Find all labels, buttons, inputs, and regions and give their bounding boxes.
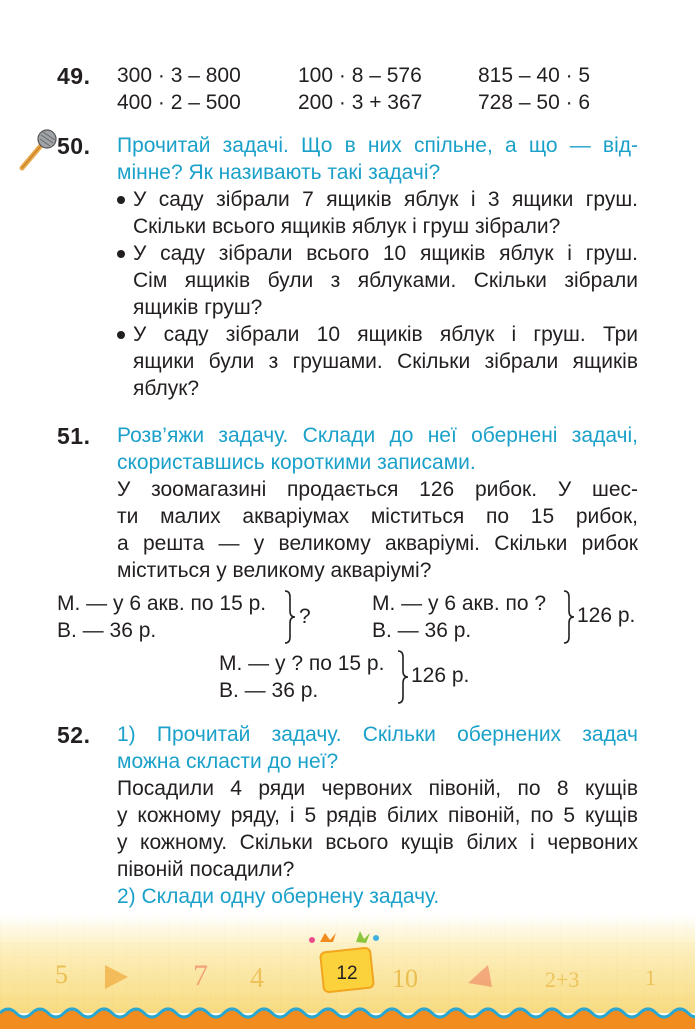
ex50-item-1-line: У саду зібрали 7 ящиків яблук і 3 ящики груш. [133, 188, 638, 211]
footer-deco-digit: 7 [193, 959, 208, 992]
ex49-expr: 400 · 2 – 500 [117, 91, 241, 114]
ex51-text-line: а решта — у великому акваріумі. Скільки рибок [117, 532, 638, 555]
ex51-text-line: міститься у великому акваріумі? [117, 559, 432, 582]
ex50-item-3-line: яблук? [133, 377, 200, 400]
ex51-task-line: скориставшись короткими записами. [117, 451, 476, 474]
ex51-text-line: ти малих акваріумах міститься по 15 рибок, [117, 505, 638, 528]
note-2-result: 126 р. [577, 604, 636, 627]
footer-deco-digit: 10 [392, 964, 418, 993]
ex50-item-2-line: У саду зібрали всього 10 ящиків яблук і груш. [133, 242, 638, 265]
page-number: 12 [336, 963, 358, 984]
ex50-task-line: Прочитай задачі. Що в них спільне, а що — від- [117, 134, 638, 157]
page-footer [0, 915, 695, 1029]
note-2-m: М. — у 6 акв. по ? [372, 592, 547, 615]
ex52-task-line: 1) Прочитай задачу. Скільки обернених задач [117, 723, 638, 746]
ex49-expr: 100 · 8 – 576 [298, 64, 422, 87]
ex50-item-2-line: Сім ящиків були з яблуками. Скільки зібрали [133, 269, 638, 292]
ex50-item-3-line: ящики були з грушами. Скільки зібрали ящиків [133, 350, 638, 373]
note-3-v: В. — 36 р. [219, 679, 319, 702]
right-brace-icon [562, 589, 576, 645]
ex49-expr: 300 · 3 – 800 [117, 64, 241, 87]
ex49-expr: 200 · 3 + 367 [298, 91, 423, 114]
ex51-text-line: У зоомагазині продається 126 рибок. У шес- [117, 478, 638, 501]
ex51-task-line: Розв’яжи задачу. Склади до неї обернені задачі, [117, 424, 638, 447]
note-3-m: М. — у ? по 15 р. [219, 652, 385, 675]
ex50-task-line: мінне? Як називають такі задачі? [117, 161, 441, 184]
ex50-item-2-line: ящиків груш? [133, 296, 263, 319]
note-3-result: 126 р. [411, 664, 470, 687]
bullet-icon [117, 331, 125, 339]
exercise-50-number: 50. [57, 133, 91, 159]
note-1-m: М. — у 6 акв. по 15 р. [57, 592, 267, 615]
footer-decoration [0, 915, 695, 1029]
microphone-icon [18, 128, 58, 172]
ex50-item-1-line: Скільки всього ящиків яблук і груш зібрали? [133, 215, 561, 238]
right-brace-icon [396, 649, 410, 705]
note-2-v: В. — 36 р. [372, 619, 472, 642]
ex52-text-line: півоній посадили? [117, 858, 295, 881]
ex49-expr: 728 – 50 · 6 [478, 91, 591, 114]
footer-deco-digit: 5 [55, 960, 68, 989]
ex49-expr: 815 – 40 · 5 [478, 64, 591, 87]
bullet-icon [117, 196, 125, 204]
exercise-51-number: 51. [57, 423, 91, 449]
footer-deco-digit: 4 [250, 963, 264, 994]
bullet-icon [117, 250, 125, 258]
ex52-text-line: у кожному. Скільки всього кущів білих і червоних [117, 831, 638, 854]
ex50-item-3-line: У саду зібрали 10 ящиків яблук і груш. Три [133, 323, 638, 346]
exercise-52-number: 52. [57, 722, 91, 748]
footer-deco-digit: 1 [645, 965, 656, 990]
ex52-text-line: у кожному ряду, і 5 рядів білих півоній, по 5 кущів [117, 804, 638, 827]
footer-deco-digit: 2+3 [545, 967, 580, 992]
ex52-text-line: Посадили 4 ряди червоних півоній, по 8 кущів [117, 777, 638, 800]
ex52-task-line: можна скласти до неї? [117, 750, 339, 773]
exercise-49-number: 49. [57, 63, 91, 89]
right-brace-icon [283, 589, 297, 645]
note-1-v: В. — 36 р. [57, 619, 157, 642]
note-1-result: ? [299, 605, 311, 628]
ex52-task2: 2) Склади одну обернену задачу. [117, 885, 440, 908]
